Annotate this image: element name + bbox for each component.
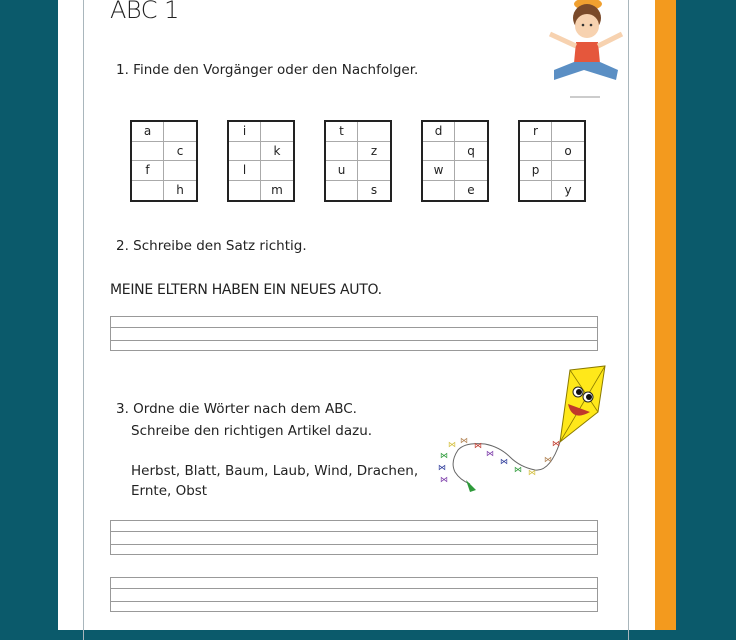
letter-cell: q — [455, 142, 487, 162]
letter-cell: z — [358, 142, 390, 162]
empty-answer-cell[interactable] — [520, 181, 552, 201]
svg-text:⋈: ⋈ — [448, 440, 456, 449]
letter-cell: p — [520, 161, 552, 181]
empty-answer-cell[interactable] — [358, 122, 390, 142]
letter-grid — [324, 120, 392, 202]
empty-answer-cell[interactable] — [358, 161, 390, 181]
empty-answer-cell[interactable] — [164, 161, 196, 181]
svg-text:⋈: ⋈ — [460, 436, 468, 445]
task-3-words: Herbst, Blatt, Baum, Laub, Wind, Drachen, — [131, 463, 419, 479]
svg-text:⋈: ⋈ — [474, 441, 482, 450]
writing-lines[interactable] — [110, 316, 598, 351]
letter-cell: o — [552, 142, 584, 162]
empty-answer-cell[interactable] — [132, 181, 164, 201]
task-3-subinstruction: Schreibe den richtigen Artikel dazu. — [131, 423, 373, 439]
task-2-instruction: 2. Schreibe den Satz richtig. — [116, 238, 307, 254]
letter-cell: y — [564, 183, 572, 198]
empty-answer-cell[interactable] — [455, 161, 487, 181]
svg-text:⋈: ⋈ — [544, 455, 552, 464]
orange-stripe — [655, 0, 676, 630]
svg-text:⋈: ⋈ — [440, 451, 448, 460]
letter-cell: k — [261, 142, 293, 162]
worksheet-title: ABC 1 — [110, 0, 179, 24]
svg-text:⋈: ⋈ — [552, 439, 560, 448]
letter-cell: f — [132, 161, 164, 181]
svg-text:⋈: ⋈ — [528, 468, 536, 477]
empty-answer-cell[interactable] — [326, 142, 358, 162]
letter-grid — [130, 120, 198, 202]
letter-cell: l — [229, 161, 261, 181]
svg-text:⋈: ⋈ — [440, 475, 448, 484]
letter-grid — [421, 120, 489, 202]
letter-cell: r — [520, 122, 552, 142]
svg-text:⋈: ⋈ — [514, 465, 522, 474]
letter-grid — [227, 120, 295, 202]
jumping-boy-illustration — [540, 0, 630, 105]
task-3-words-continued: Ernte, Obst — [131, 483, 208, 499]
empty-answer-cell[interactable] — [132, 142, 164, 162]
letter-grid — [518, 120, 586, 202]
empty-answer-cell[interactable] — [455, 122, 487, 142]
letter-cell: s — [370, 183, 378, 198]
kite-illustration — [430, 362, 610, 497]
empty-answer-cell[interactable] — [261, 122, 293, 142]
letter-cell: i — [229, 122, 261, 142]
letter-cell: h — [176, 183, 184, 198]
writing-lines[interactable] — [110, 520, 598, 555]
letter-cell: m — [271, 183, 283, 198]
empty-answer-cell[interactable] — [326, 181, 358, 201]
svg-text:⋈: ⋈ — [486, 449, 494, 458]
empty-answer-cell[interactable] — [552, 161, 584, 181]
svg-text:⋈: ⋈ — [500, 457, 508, 466]
letter-cell: a — [132, 122, 164, 142]
letter-cell: d — [423, 122, 455, 142]
writing-lines[interactable] — [110, 577, 598, 612]
empty-answer-cell[interactable] — [520, 142, 552, 162]
letter-cell: u — [326, 161, 358, 181]
empty-answer-cell[interactable] — [261, 161, 293, 181]
empty-answer-cell[interactable] — [423, 181, 455, 201]
letter-cell: e — [467, 183, 475, 198]
empty-answer-cell[interactable] — [229, 181, 261, 201]
task-3-instruction: 3. Ordne die Wörter nach dem ABC. — [116, 401, 357, 417]
empty-answer-cell[interactable] — [423, 142, 455, 162]
letter-cell: c — [164, 142, 196, 162]
empty-answer-cell[interactable] — [229, 142, 261, 162]
letter-cell: w — [423, 161, 455, 181]
empty-answer-cell[interactable] — [552, 122, 584, 142]
svg-text:⋈: ⋈ — [438, 463, 446, 472]
letter-cell: t — [326, 122, 358, 142]
empty-answer-cell[interactable] — [164, 122, 196, 142]
task-1-instruction: 1. Finde den Vorgänger oder den Nachfolger. — [116, 62, 419, 78]
task-2-sentence: MEINE ELTERN HABEN EIN NEUES AUTO. — [110, 282, 382, 298]
